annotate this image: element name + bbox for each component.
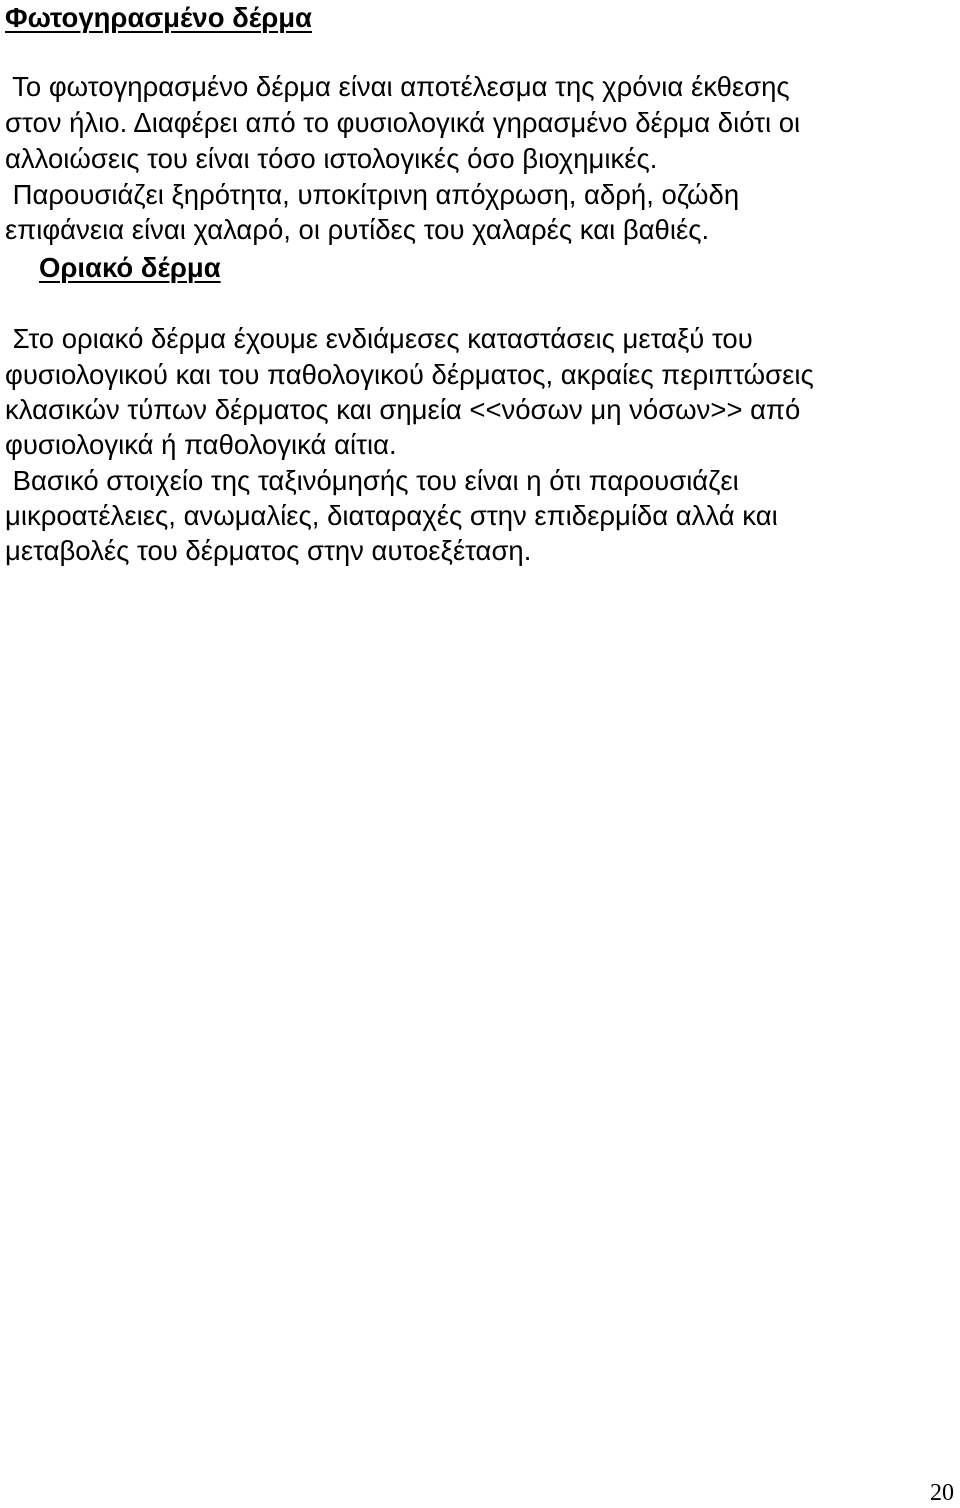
paragraph-line: Το φωτογηρασμένο δέρμα είναι αποτέλεσμα της χρόνια έκθεσης <box>5 71 790 102</box>
paragraph-line: φυσιολογικά ή παθολογικά αίτια. <box>5 429 397 460</box>
paragraph-line: στον ήλιο. Διαφέρει από το φυσιολογικά γηρασμένο δέρμα διότι οι <box>5 107 801 138</box>
paragraph-line: αλλοιώσεις του είναι τόσο ιστολογικές όσο βιοχημικές. <box>5 143 658 174</box>
paragraph-line: κλασικών τύπων δέρματος και σημεία <<νόσων μη νόσων>> από <box>5 394 801 425</box>
paragraph-line: Στο οριακό δέρμα έχουμε ενδιάμεσες καταστάσεις μεταξύ του <box>5 323 753 354</box>
section-heading-borderline-skin: Οριακό δέρμα <box>39 252 221 283</box>
paragraph-line: μεταβολές του δέρματος στην αυτοεξέταση. <box>5 535 532 566</box>
section-heading-photoaged-skin: Φωτογηρασμένο δέρμα <box>5 2 312 33</box>
paragraph-line: Βασικό στοιχείο της ταξινόμησής του είναι η ότι παρουσιάζει <box>5 465 739 496</box>
paragraph-line: μικροατέλειες, ανωμαλίες, διαταραχές στην επιδερμίδα αλλά και <box>5 500 778 531</box>
page-number: 20 <box>930 1480 954 1506</box>
paragraph-line: επιφάνεια είναι χαλαρό, οι ρυτίδες του χαλαρές και βαθιές. <box>5 214 710 245</box>
paragraph-line: φυσιολογικού και του παθολογικού δέρματος, ακραίες περιπτώσεις <box>5 359 814 390</box>
paragraph-line: Παρουσιάζει ξηρότητα, υποκίτρινη απόχρωση, αδρή, οζώδη <box>5 179 740 210</box>
